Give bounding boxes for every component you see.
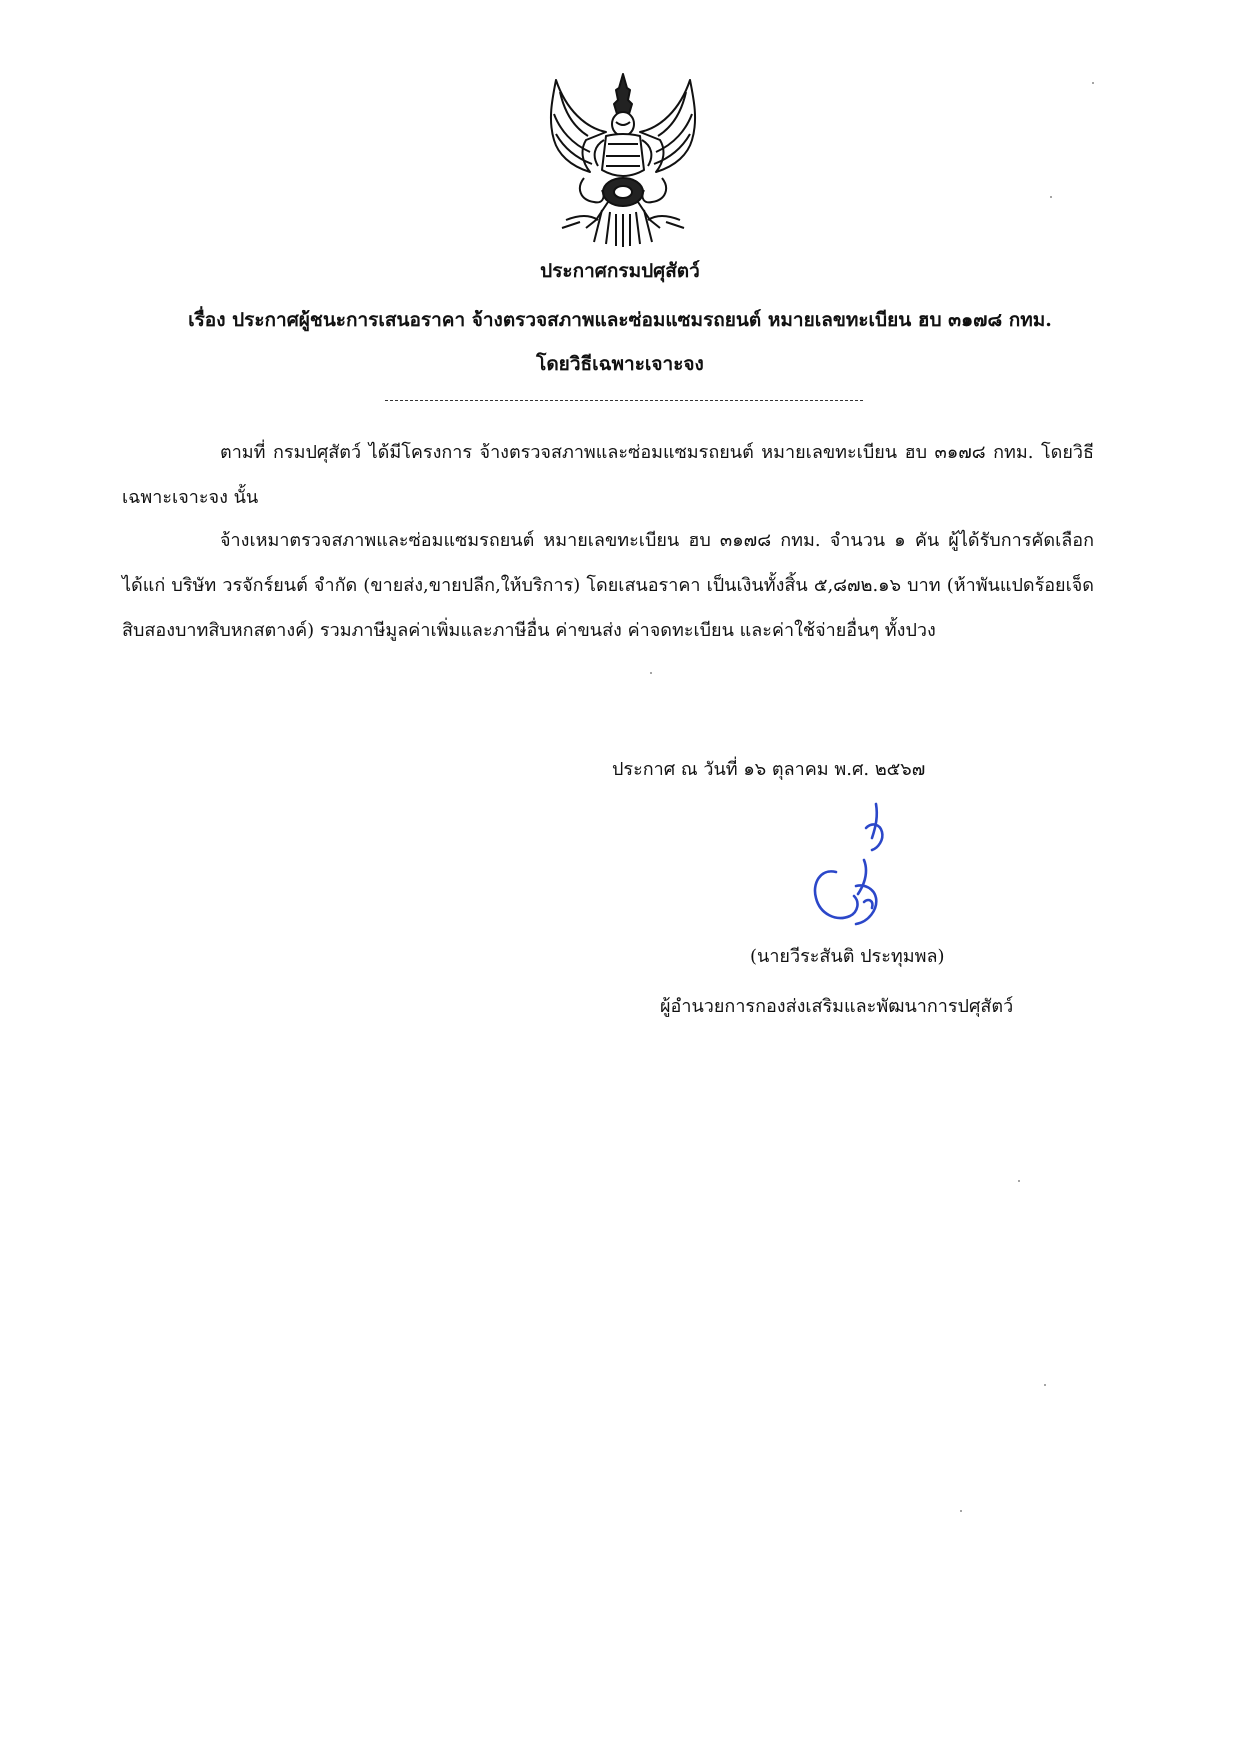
paragraph-intro (122, 430, 1094, 520)
scan-speck (650, 672, 652, 674)
paragraph-award (122, 518, 1094, 653)
scan-speck (1018, 1180, 1020, 1182)
signature-icon (806, 798, 924, 936)
signatory-position: ผู้อำนวยการกองส่งเสริมและพัฒนาการปศุสัตว์ (660, 996, 1014, 1017)
scan-speck (1044, 1384, 1046, 1386)
scan-speck (960, 1510, 962, 1512)
procurement-method: โดยวิธีเฉพาะเจาะจง (536, 353, 704, 375)
agency-title: ประกาศกรมปศุสัตว์ (540, 260, 700, 282)
garuda-emblem-icon (536, 70, 710, 248)
scan-speck (1050, 196, 1052, 198)
announcement-date: ประกาศ ณ วันที่ ๑๖ ตุลาคม พ.ศ. ๒๕๖๗ (612, 759, 926, 780)
announcement-subject: เรื่อง ประกาศผู้ชนะการเสนอราคา จ้างตรวจสภาพและซ่อมแซมรถยนต์ หมายเลขทะเบียน ฮบ ๓๑๗๘ กทม. (188, 309, 1052, 331)
scan-speck (1092, 82, 1094, 84)
title-divider (385, 400, 863, 401)
paragraph-intro-text: ตามที่ กรมปศุสัตว์ ได้มีโครงการ จ้างตรวจสภาพและซ่อมแซมรถยนต์ หมายเลขทะเบียน ฮบ ๓๑๗๘ กทม. โดยวิธีเฉพาะเจาะจง นั้น (122, 442, 1094, 508)
signatory-name: (นายวีระสันติ ประทุมพล) (750, 946, 945, 967)
paragraph-award-text: จ้างเหมาตรวจสภาพและซ่อมแซมรถยนต์ หมายเลขทะเบียน ฮบ ๓๑๗๘ กทม. จำนวน ๑ คัน ผู้ได้รับการคัดเลือก ได้แก่ บริษัท วรจักร์ยนต์ จำกัด (ขายส่ง,ขายปลีก,ให้บริการ) โดยเสนอราคา เป็นเงินทั้งสิ้น ๕,๘๗๒.๑๖ บาท (ห้าพันแปดร้อยเจ็ดสิบสองบาทสิบหกสตางค์) รวมภาษีมูลค่าเพิ่มและภาษีอื่น ค่าขนส่ง ค่าจดทะเบียน และค่าใช้จ่ายอื่นๆ ทั้งปวง (122, 530, 1094, 641)
